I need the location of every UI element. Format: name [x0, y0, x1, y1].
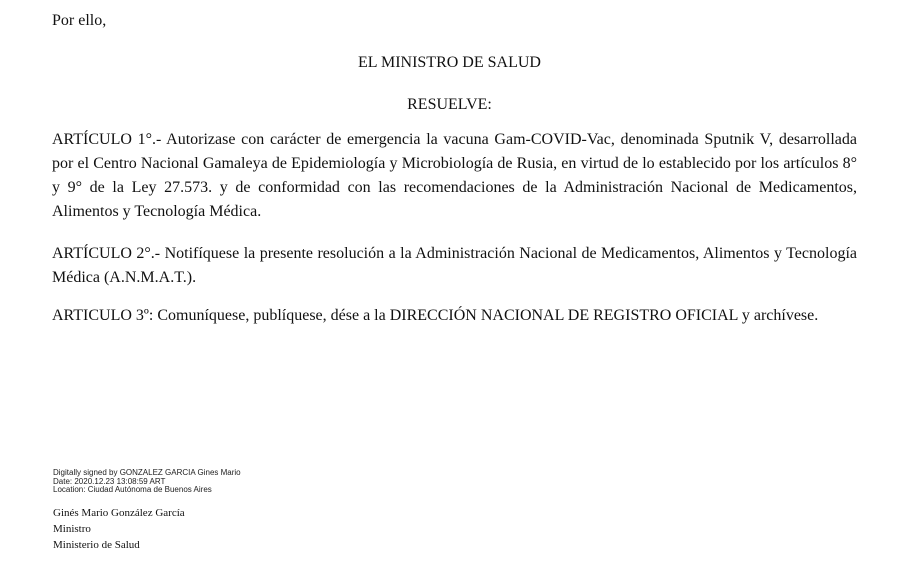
- signer-position: Ministro: [53, 523, 91, 535]
- article-3-text: ARTICULO 3º: Comuníquese, publíquese, dése a la DIRECCIÓN NACIONAL DE REGISTRO OFICIAL y archívese.: [52, 307, 819, 324]
- intro-text: Por ello,: [52, 12, 107, 29]
- digital-signature-signer: Digitally signed by GONZALEZ GARCIA Gines Mario: [53, 468, 241, 477]
- resolves-heading: RESUELVE:: [407, 96, 492, 113]
- article-1-text: ARTÍCULO 1°.- Autorizase con carácter de emergencia la vacuna Gam-COVID-Vac, denominada Sputnik V, desarrollada por el Centro Nacional Gamaleya de Epidemiología y Microbiología de Rusia, en virtud de lo establecido por los artículos 8° y 9° de la Ley 27.573. y de conformidad con las recomendaciones de la Administración Nacional de Medicamentos, Alimentos y Tecnología Médica.: [52, 131, 857, 220]
- article-3: [52, 304, 857, 328]
- minister-title: EL MINISTRO DE SALUD: [358, 54, 541, 71]
- digital-signature-block: [53, 469, 241, 495]
- article-2-text: ARTÍCULO 2°.- Notifíquese la presente resolución a la Administración Nacional de Medicamentos, Alimentos y Tecnología Médica (A.N.M.A.T.).: [52, 245, 857, 286]
- article-1: [52, 128, 857, 224]
- signer-office: Ministerio de Salud: [53, 539, 140, 551]
- digital-signature-date: Date: 2020.12.23 13:08:59 ART: [53, 476, 166, 486]
- signer-name: Ginés Mario González García: [53, 507, 185, 519]
- signer-block: [53, 505, 185, 553]
- digital-signature-location: Location: Ciudad Autónoma de Buenos Aires: [53, 485, 212, 494]
- article-2: [52, 242, 857, 290]
